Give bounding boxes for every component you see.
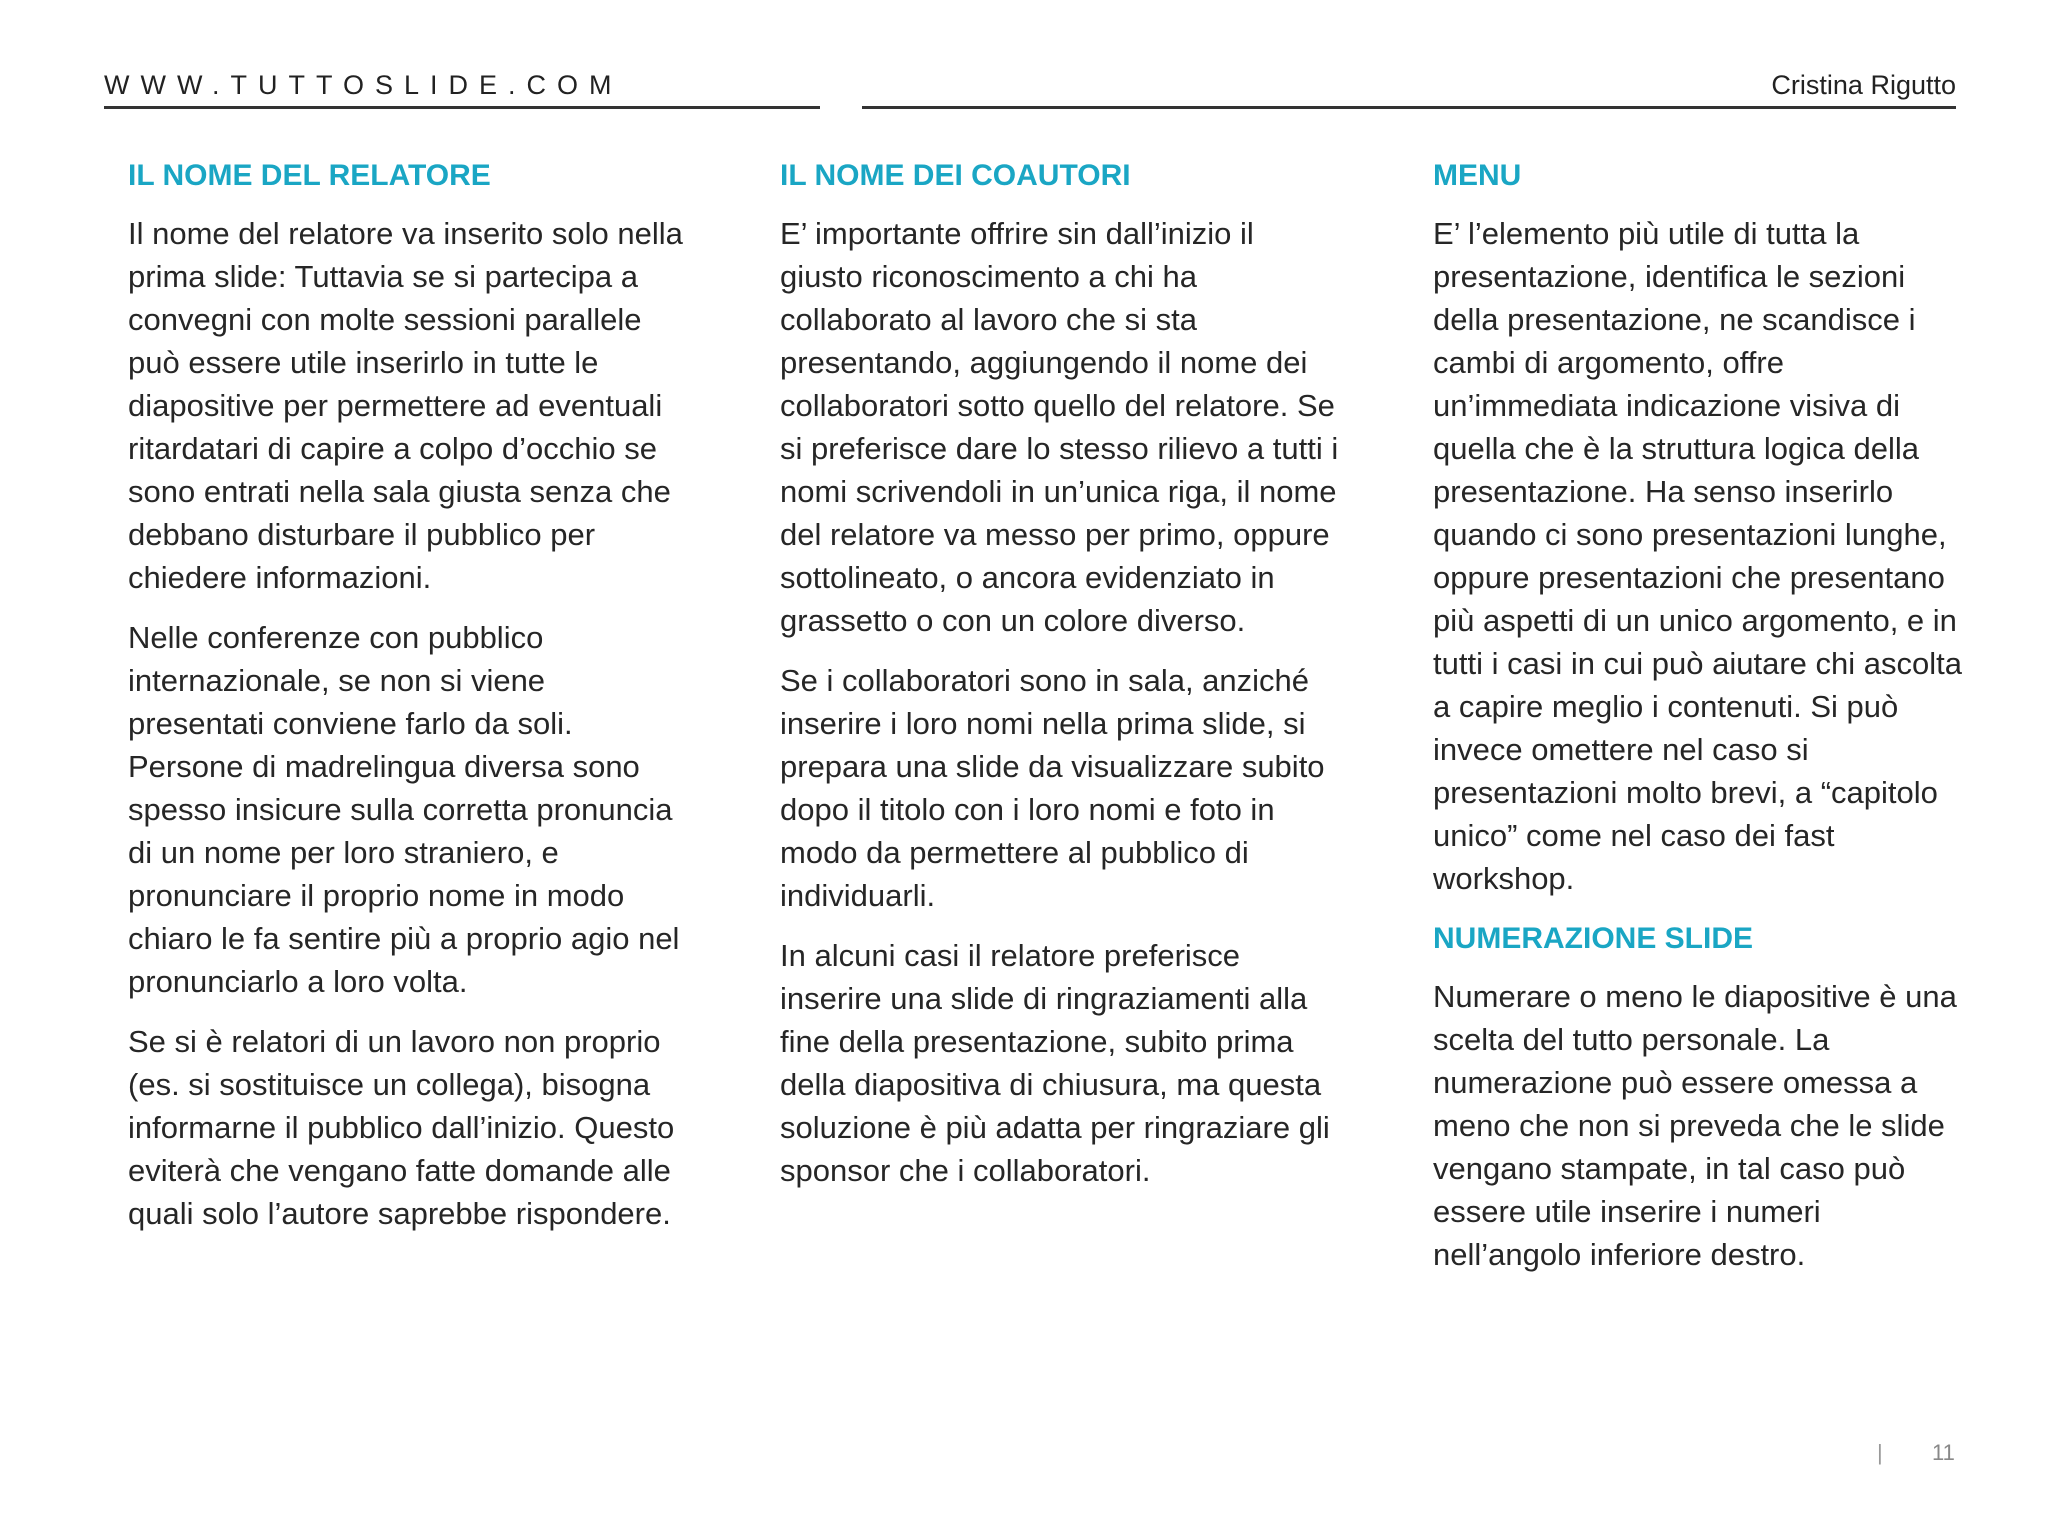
section-heading: NUMERAZIONE SLIDE <box>1433 922 1754 955</box>
section-heading: IL NOME DEL RELATORE <box>128 159 491 192</box>
paragraph: Il nome del relatore va inserito solo nella prima slide: Tuttavia se si partecipa a convegni con molte sessioni parallele può essere utile inserirlo in tutte le diapositive per permettere ad eventuali ritardatari di capire a colpo d’occhio se sono entrati nella sala giusta senza che debbano disturbare il pubblico per chiedere informazioni. <box>128 216 683 595</box>
paragraph: Nelle conferenze con pubblico internazionale, se non si viene presentati conviene farlo da soli. Persone di madrelingua diversa sono spesso insicure sulla corretta pronuncia di un nome per loro straniero, e pronunciare il proprio nome in modo chiaro le fa sentire più a proprio agio nel pronunciarlo a loro volta. <box>128 620 680 999</box>
site-url: WWW.TUTTOSLIDE.COM <box>104 70 623 100</box>
paragraph: Se si è relatori di un lavoro non proprio (es. si sostituisce un collega), bisogna informarne il pubblico dall’inizio. Questo eviterà che vengano fatte domande alle quali solo l’autore saprebbe rispondere. <box>128 1024 675 1231</box>
column-1 <box>128 154 688 1252</box>
header-right-rule <box>862 66 1956 109</box>
section-heading: IL NOME DEI COAUTORI <box>780 159 1131 192</box>
page-number: 11 <box>1932 1440 1955 1465</box>
paragraph: Se i collaboratori sono in sala, anziché inserire i loro nomi nella prima slide, si prepara una slide da visualizzare subito dopo il titolo con i loro nomi e foto in modo da permettere al pubblico di individuarli. <box>780 663 1325 913</box>
footer-separator: | <box>1877 1440 1883 1465</box>
column-2 <box>780 154 1340 1209</box>
paragraph: Numerare o meno le diapositive è una scelta del tutto personale. La numerazione può essere omessa a meno che non si preveda che le slide vengano stampate, in tal caso può essere utile inserire i numeri nell’angolo inferiore destro. <box>1433 979 1957 1272</box>
column-3 <box>1433 154 1973 1293</box>
paragraph: In alcuni casi il relatore preferisce inserire una slide di ringraziamenti alla fine della presentazione, subito prima della diapositiva di chiusura, ma questa soluzione è più adatta per ringraziare gli sponsor che i collaboratori. <box>780 938 1330 1188</box>
header-left-rule <box>104 66 820 109</box>
paragraph: E’ l’elemento più utile di tutta la presentazione, identifica le sezioni della presentazione, ne scandisce i cambi di argomento, offre un’immediata indicazione visiva di quella che è la struttura logica della presentazione. Ha senso inserirlo quando ci sono presentazioni lunghe, oppure presentazioni che presentano più aspetti di un unico argomento, e in tutti i casi in cui può aiutare chi ascolta a capire meglio i contenuti. Si può invece omettere nel caso si presentazioni molto brevi, a “capitolo unico” come nel caso dei fast workshop. <box>1433 216 1962 896</box>
paragraph: E’ importante offrire sin dall’inizio il giusto riconoscimento a chi ha collaborato al lavoro che si sta presentando, aggiungendo il nome dei collaboratori sotto quello del relatore. Se si preferisce dare lo stesso rilievo a tutti i nomi scrivendoli in un’unica riga, il nome del relatore va messo per primo, oppure sottolineato, o ancora evidenziato in grassetto o con un colore diverso. <box>780 216 1339 638</box>
section-heading: MENU <box>1433 159 1522 192</box>
author-name: Cristina Rigutto <box>1771 70 1956 100</box>
